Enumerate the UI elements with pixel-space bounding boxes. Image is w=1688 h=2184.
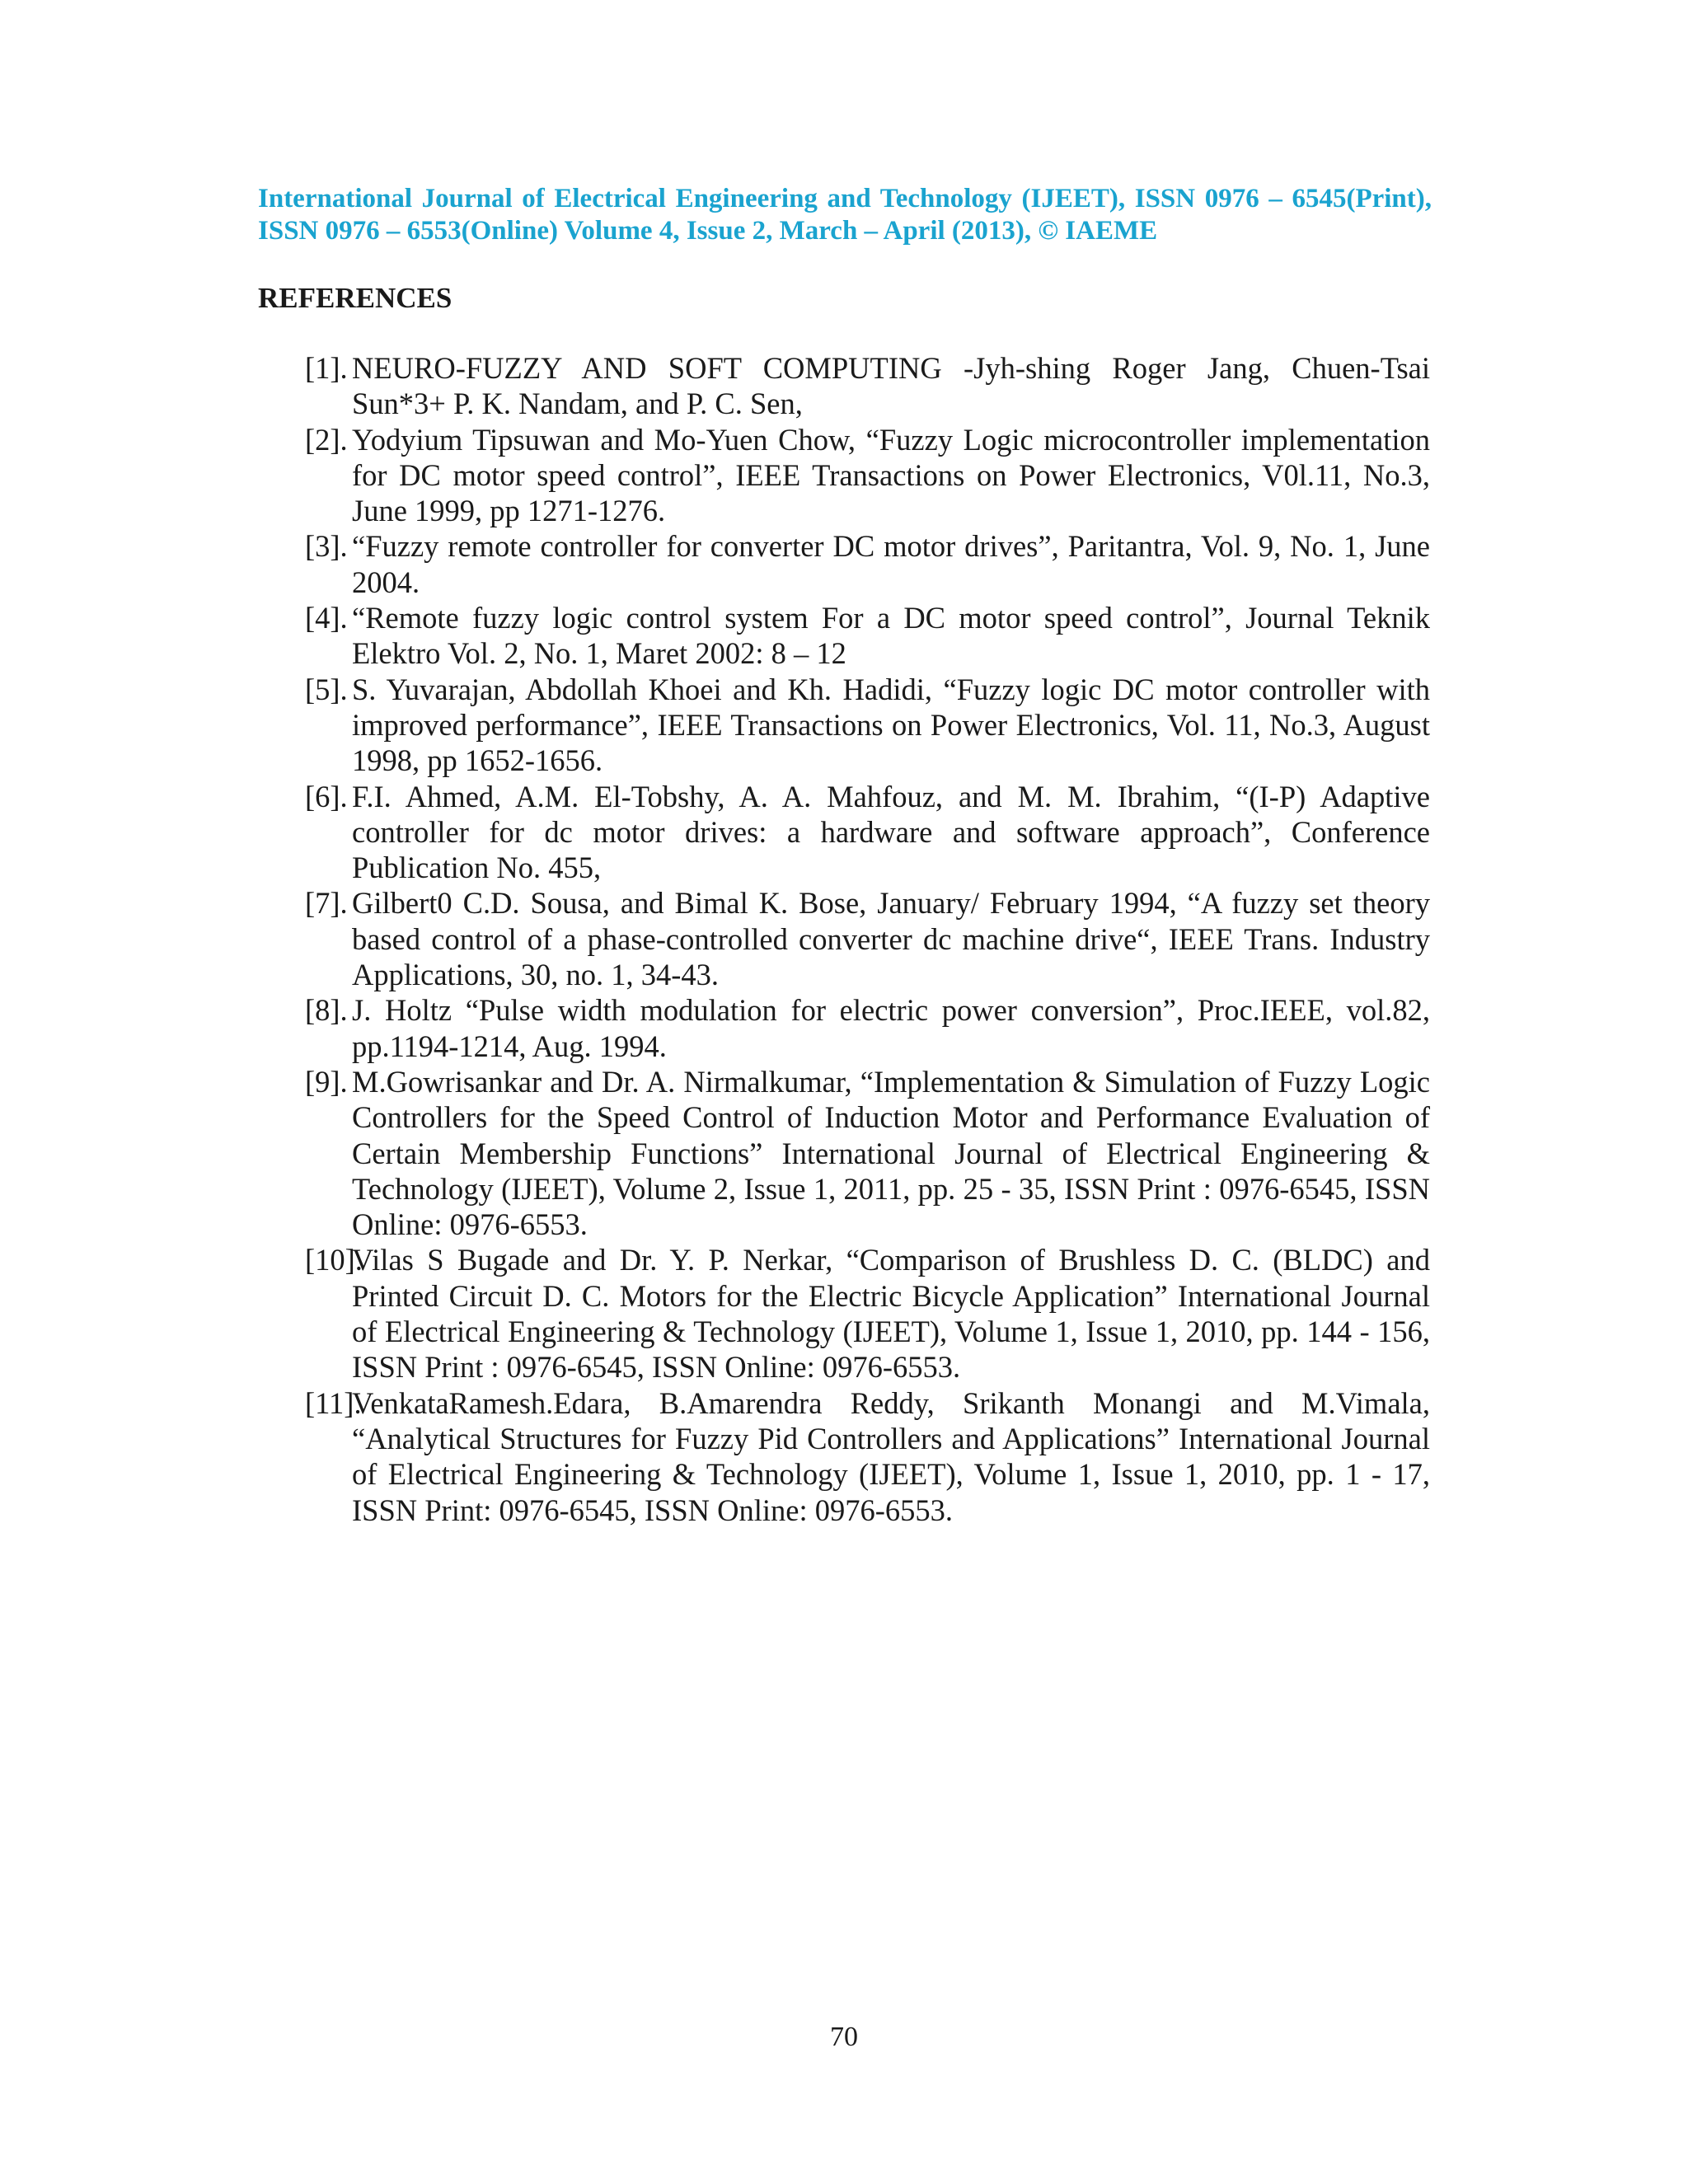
section-title: REFERENCES bbox=[258, 282, 452, 314]
reference-item bbox=[305, 1064, 1430, 1242]
reference-number: [1]. bbox=[305, 351, 348, 385]
reference-item bbox=[305, 1242, 1430, 1385]
reference-item bbox=[305, 528, 1430, 600]
reference-text: F.I. Ahmed, A.M. El-Tobshy, A. A. Mahfouz, and M. M. Ibrahim, “(I-P) Adaptive controller for dc motor drives: a hardware and software approach”, Conference Publication No. 455, bbox=[352, 779, 1430, 885]
reference-text: Gilbert0 C.D. Sousa, and Bimal K. Bose, January/ February 1994, “A fuzzy set theory based control of a phase-controlled converter dc machine drive“, IEEE Trans. Industry Applications, 30, no. 1, 34-43. bbox=[352, 886, 1430, 992]
journal-header: International Journal of Electrical Engineering and Technology (IJEET), ISSN 0976 – 6545(Print), ISSN 0976 – 6553(Online) Volume 4, Issue 2, March – April (2013), © IAEME bbox=[258, 184, 1432, 246]
reference-text: J. Holtz “Pulse width modulation for electric power conversion”, Proc.IEEE, vol.82, pp.1194-1214, Aug. 1994. bbox=[352, 993, 1430, 1063]
reference-number: [10]. bbox=[305, 1243, 363, 1277]
reference-text: M.Gowrisankar and Dr. A. Nirmalkumar, “Implementation & Simulation of Fuzzy Logic Controllers for the Speed Control of Induction Motor and Performance Evaluation of Certain Membership Functions” International Journal of Electrical Engineering & Technology (IJEET), Volume 2, Issue 1, 2011, pp. 25 - 35, ISSN Print : 0976-6545, ISSN Online: 0976-6553. bbox=[352, 1064, 1430, 1242]
reference-number: [6]. bbox=[305, 779, 348, 813]
reference-item bbox=[305, 992, 1430, 1064]
reference-number: [11]. bbox=[305, 1385, 362, 1420]
reference-item bbox=[305, 422, 1430, 529]
reference-text: “Fuzzy remote controller for converter DC motor drives”, Paritantra, Vol. 9, No. 1, June 2004. bbox=[352, 529, 1430, 599]
reference-number: [7]. bbox=[305, 886, 348, 921]
reference-text: VenkataRamesh.Edara, B.Amarendra Reddy, Srikanth Monangi and M.Vimala, “Analytical Structures for Fuzzy Pid Controllers and Applications” International Journal of Electrical Engineering & Technology (IJEET), Volume 1, Issue 1, 2010, pp. 1 - 17, ISSN Print: 0976-6545, ISSN Online: 0976-6553. bbox=[352, 1385, 1430, 1527]
reference-number: [5]. bbox=[305, 672, 348, 706]
reference-text: NEURO-FUZZY AND SOFT COMPUTING -Jyh-shing Roger Jang, Chuen-Tsai Sun*3+ P. K. Nandam, and P. C. Sen, bbox=[352, 351, 1430, 421]
reference-number: [2]. bbox=[305, 422, 348, 457]
reference-item bbox=[305, 672, 1430, 779]
reference-item bbox=[305, 1385, 1430, 1528]
page-number: 70 bbox=[830, 2022, 858, 2052]
reference-text: S. Yuvarajan, Abdollah Khoei and Kh. Hadidi, “Fuzzy logic DC motor controller with improved performance”, IEEE Transactions on Power Electronics, Vol. 11, No.3, August 1998, pp 1652-1656. bbox=[352, 672, 1430, 778]
reference-item bbox=[305, 779, 1430, 886]
reference-item bbox=[305, 350, 1430, 422]
reference-text: Vilas S Bugade and Dr. Y. P. Nerkar, “Comparison of Brushless D. C. (BLDC) and Printed Circuit D. C. Motors for the Electric Bicycle Application” International Journal of Electrical Engineering & Technology (IJEET), Volume 1, Issue 1, 2010, pp. 144 - 156, ISSN Print : 0976-6545, ISSN Online: 0976-6553. bbox=[352, 1243, 1430, 1385]
reference-text: “Remote fuzzy logic control system For a DC motor speed control”, Journal Teknik Elektro Vol. 2, No. 1, Maret 2002: 8 – 12 bbox=[352, 601, 1430, 671]
reference-item bbox=[305, 600, 1430, 672]
reference-text: Yodyium Tipsuwan and Mo-Yuen Chow, “Fuzzy Logic microcontroller implementation for DC motor speed control”, IEEE Transactions on Power Electronics, V0l.11, No.3, June 1999, pp 1271-1276. bbox=[352, 422, 1430, 528]
reference-number: [4]. bbox=[305, 601, 348, 635]
reference-list bbox=[305, 350, 1430, 1528]
reference-number: [3]. bbox=[305, 529, 348, 564]
reference-item bbox=[305, 885, 1430, 992]
reference-number: [9]. bbox=[305, 1064, 348, 1099]
reference-number: [8]. bbox=[305, 993, 348, 1028]
